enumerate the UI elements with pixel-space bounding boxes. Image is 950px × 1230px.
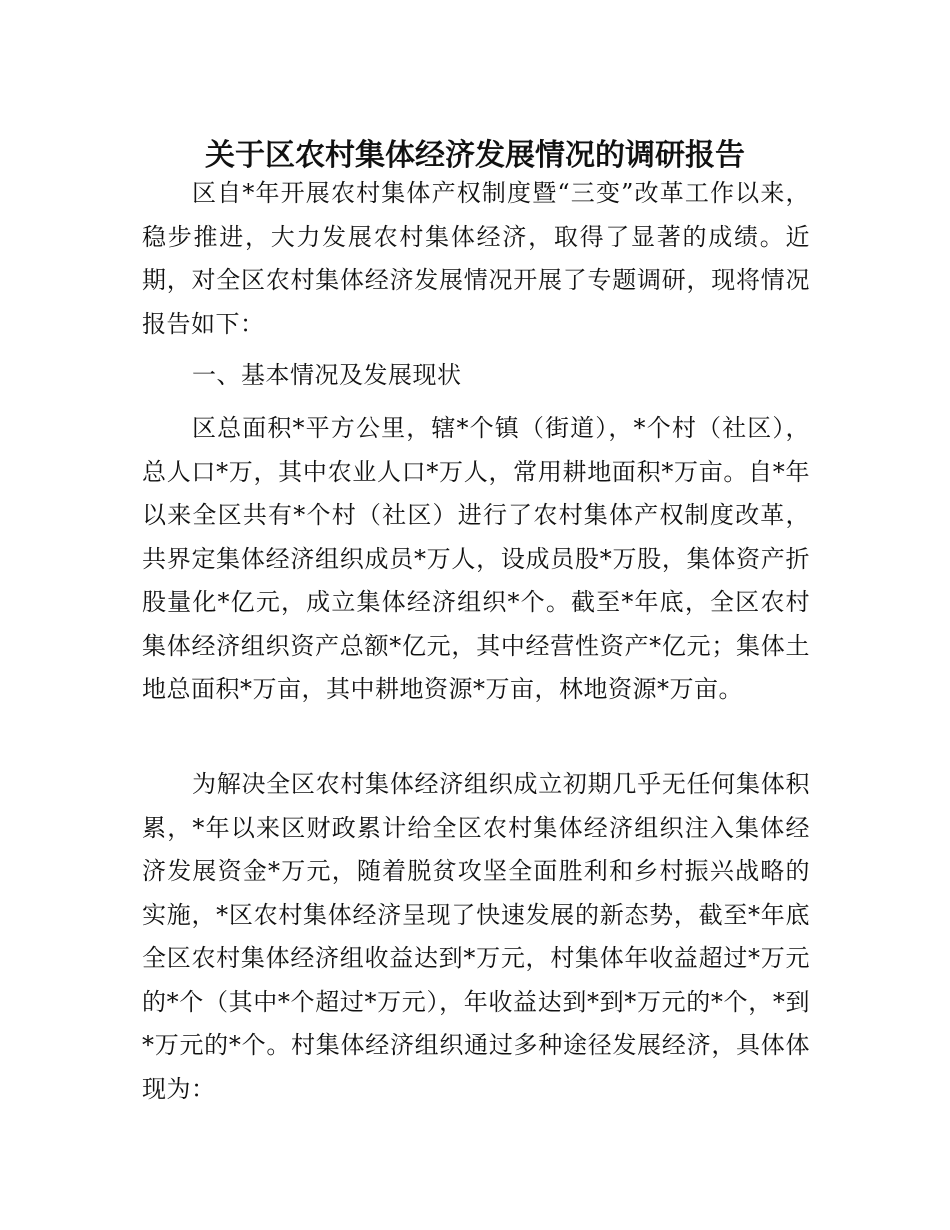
development-funding-paragraph: 为解决全区农村集体经济组织成立初期几乎无任何集体积累，*年以来区财政累计给全区农村集体经济组织注入集体经济发展资金*万元，随着脱贫攻坚全面胜利和乡村振兴战略的实施，*区农村集体经济呈现了快速发展的新态势，截至*年底全区农村集体经济组收益达到*万元，村集体年收益超过*万元的*个（其中*个超过*万元），年收益达到*到*万元的*个，*到*万元的*个。村集体经济组织通过多种途径发展经济，具体体现为： bbox=[142, 770, 810, 1103]
section-heading-basic-situation: 一、基本情况及发展现状 bbox=[192, 361, 462, 389]
document-title: 关于区农村集体经济发展情况的调研报告 bbox=[205, 138, 745, 174]
basic-situation-paragraph: 区总面积*平方公里，辖*个镇（街道），*个村（社区），总人口*万，其中农业人口*万人，常用耕地面积*万亩。自*年以来全区共有*个村（社区）进行了农村集体产权制度改革，共界定集体经济组织成员*万人，设成员股*万股，集体资产折股量化*亿元，成立集体经济组织*个。截至*年底，全区农村集体经济组织资产总额*亿元，其中经营性资产*亿元；集体土地总面积*万亩，其中耕地资源*万亩，林地资源*万亩。 bbox=[142, 414, 810, 703]
intro-paragraph: 区自*年开展农村集体产权制度暨“三变”改革工作以来，稳步推进，大力发展农村集体经济，取得了显著的成绩。近期，对全区农村集体经济发展情况开展了专题调研，现将情况报告如下： bbox=[142, 179, 810, 338]
